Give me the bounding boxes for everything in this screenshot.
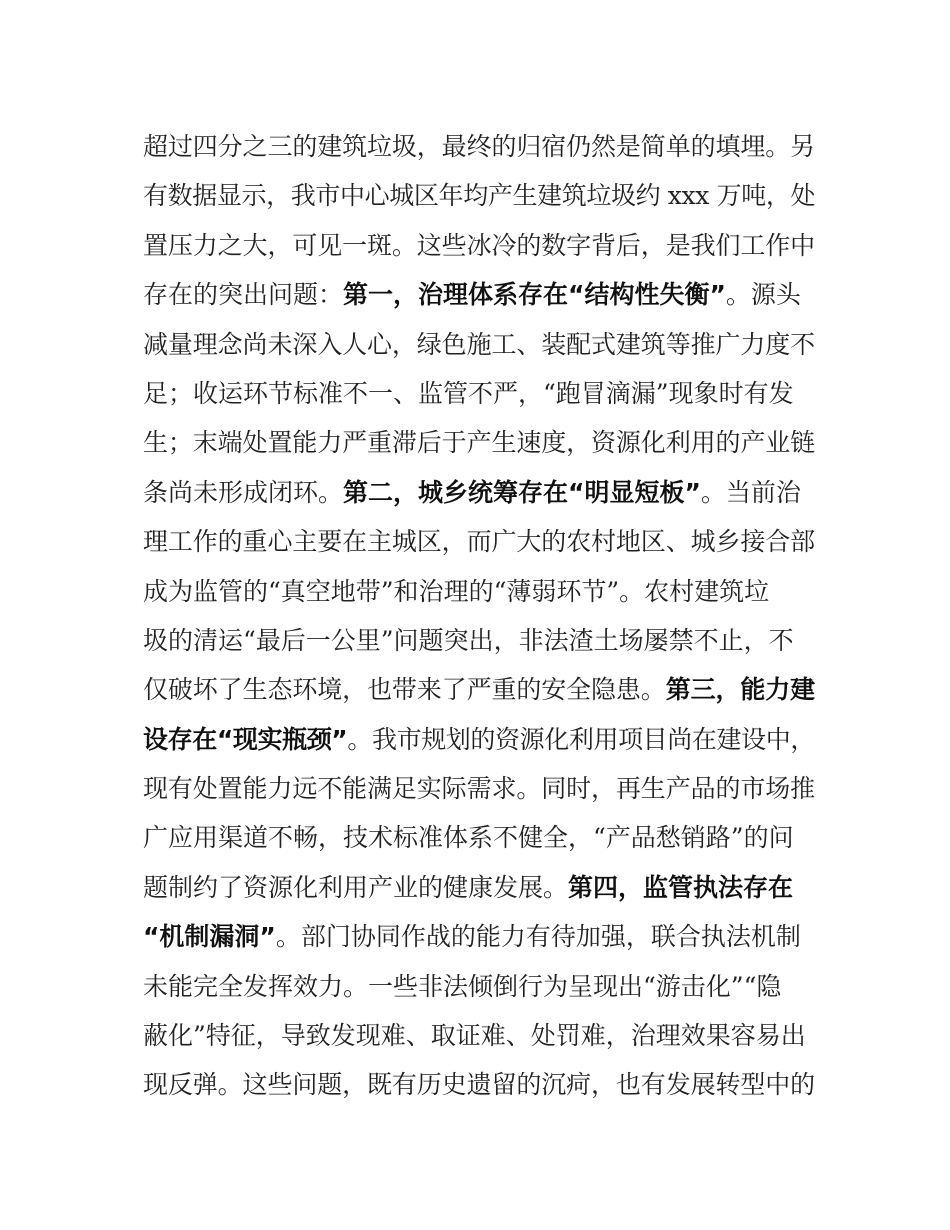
- body-text-run: 。当前治: [700, 477, 801, 507]
- text-line: [143, 122, 815, 171]
- body-text-run: 未能完全发挥效力。一些非法倾倒行为呈现出“游击化”“隐: [143, 971, 782, 1001]
- bold-heading-text: 第四，监管执法存在: [568, 872, 794, 902]
- body-text-run: 。部门协同作战的能力有待加强，联合执法机制: [275, 922, 801, 952]
- body-text-run: 。源头: [725, 280, 801, 310]
- bold-heading-text: 第二，城乡统筹存在“明显短板”: [343, 477, 701, 507]
- body-text-run: 广应用渠道不畅，技术标准体系不健全，“产品愁销路”的问: [143, 823, 794, 853]
- text-line: [143, 863, 815, 912]
- text-line: [143, 320, 815, 369]
- body-text-run: 现反弹。这些问题，既有历史遗留的沉疴，也有发展转型中的: [143, 1070, 816, 1100]
- text-line: [143, 1060, 815, 1109]
- text-line: [143, 369, 815, 418]
- body-text-run: 存在的突出问题：: [143, 280, 344, 310]
- text-line: [143, 221, 815, 270]
- body-text-run: 足；收运环节标准不一、监管不严，“跑冒滴漏”现象时有发: [143, 378, 794, 408]
- body-text-run: 减量理念尚未深入人心，绿色施工、装配式建筑等推广力度不: [143, 329, 816, 359]
- bold-heading-text: 第一，治理体系存在“结构性失衡”: [343, 280, 726, 310]
- body-text-run: 。我市规划的资源化利用项目尚在建设中，: [347, 724, 815, 754]
- text-line: [143, 270, 815, 319]
- body-text-run: 蔽化”特征，导致发现难、取证难、处罚难，治理效果容易出: [143, 1021, 806, 1051]
- text-line: [143, 171, 815, 220]
- bold-heading-text: 设存在“现实瓶颈”: [143, 724, 348, 754]
- bold-heading-text: “机制漏洞”: [143, 922, 276, 952]
- bold-heading-text: 第三，能力建: [665, 675, 816, 705]
- body-text-run: 现有处置能力远不能满足实际需求。同时，再生产品的市场推: [143, 774, 816, 804]
- body-text-run: 圾的清运“最后一公里”问题突出，非法渣土场屡禁不止，不: [143, 625, 794, 655]
- text-line: [143, 715, 815, 764]
- body-text-run: 有数据显示，我市中心城区年均产生建筑垃圾约 xxx 万吨，处: [143, 181, 816, 211]
- body-text-run: 仅破坏了生态环境，也带来了严重的安全隐患。: [143, 675, 666, 705]
- text-line: [143, 517, 815, 566]
- body-text-run: 成为监管的“真空地带”和治理的“薄弱环节”。农村建筑垃: [143, 576, 770, 606]
- body-text-run: 置压力之大，可见一斑。这些冰冷的数字背后，是我们工作中: [143, 230, 816, 260]
- body-text-run: 条尚未形成闭环。: [143, 477, 344, 507]
- body-text-run: 超过四分之三的建筑垃圾，最终的归宿仍然是简单的填埋。另: [143, 132, 816, 161]
- text-line: [143, 1011, 815, 1060]
- text-line: [143, 912, 815, 961]
- body-text-run: 题制约了资源化利用产业的健康发展。: [143, 872, 569, 902]
- body-text-run: 理工作的重心主要在主城区，而广大的农村地区、城乡接合部: [143, 527, 816, 557]
- text-line: [143, 616, 815, 665]
- text-line: [143, 567, 815, 616]
- text-line: [143, 813, 815, 862]
- text-line: [143, 962, 815, 1011]
- text-line: [143, 418, 815, 467]
- body-paragraph: [143, 122, 815, 1110]
- text-line: [143, 764, 815, 813]
- text-line: [143, 665, 815, 714]
- text-line: [143, 468, 815, 517]
- body-text-run: 生；末端处置能力严重滞后于产生速度，资源化利用的产业链: [143, 428, 816, 458]
